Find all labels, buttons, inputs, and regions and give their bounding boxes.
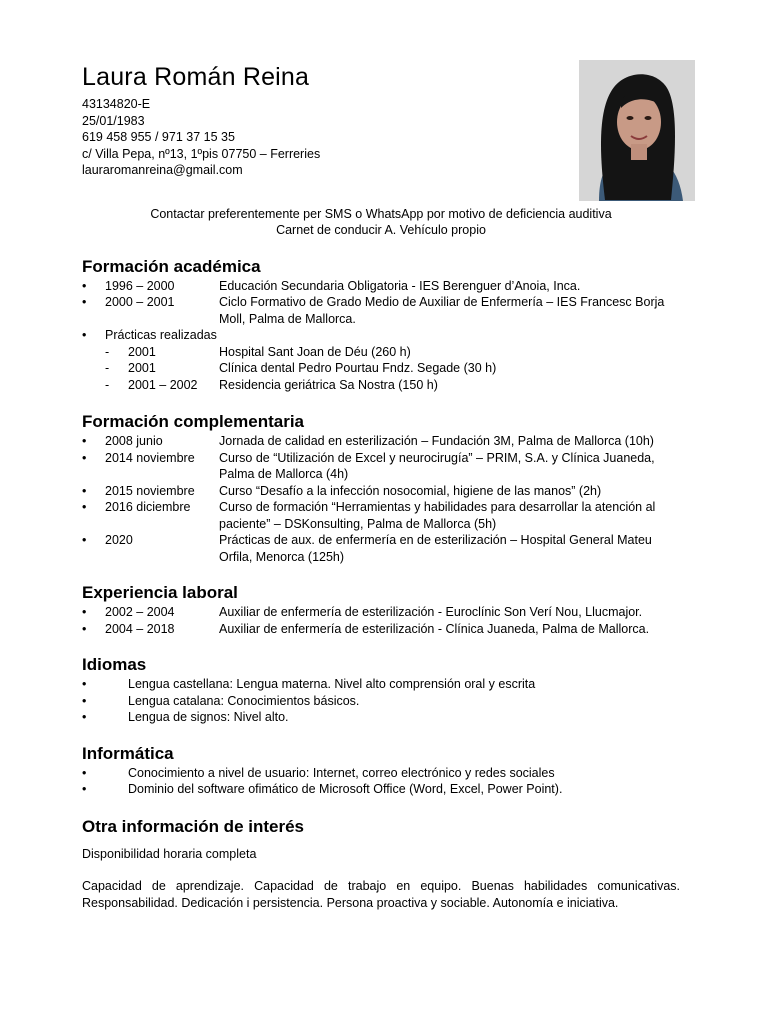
item-date: 2001 – 2002	[128, 377, 198, 392]
list-item	[82, 450, 680, 483]
bullet-icon: •	[82, 677, 87, 691]
section-other	[82, 816, 680, 913]
list-item	[82, 483, 680, 500]
item-description: Dominio del software ofimático de Microsoft Office (Word, Excel, Power Point).	[128, 782, 563, 796]
email: lauraromanreina@gmail.com	[82, 163, 243, 177]
bullet-icon: •	[82, 450, 87, 465]
dash-icon: -	[105, 377, 110, 392]
dash-icon: -	[105, 361, 110, 375]
dash-icon: -	[105, 344, 110, 359]
bullet-icon: •	[82, 483, 87, 498]
list-item	[82, 693, 680, 710]
section-title: Idiomas	[82, 655, 147, 674]
item-description: Curso de formación “Herramientas y habilidades para desarrollar la atención al paciente” – DSKonsulting, Palma de Mallorca (5h)	[219, 500, 656, 531]
sub-list-item	[82, 344, 680, 361]
list-item	[82, 327, 680, 344]
address: c/ Villa Pepa, nº13, 1ºpis 07750 – Ferreries	[82, 146, 321, 161]
item-description: Ciclo Formativo de Grado Medio de Auxiliar de Enfermería – IES Francesc Borja Moll, Palma de Mallorca.	[219, 295, 665, 326]
practices-label: Prácticas realizadas	[105, 328, 217, 342]
availability-text: Disponibilidad horaria completa	[82, 846, 257, 861]
item-description: Prácticas de aux. de enfermería en de esterilización – Hospital General Mateu Orfila, Menorca (125h)	[219, 533, 652, 564]
driving-license-note: Carnet de conducir A. Vehículo propio	[276, 223, 486, 237]
item-description: Educación Secundaria Obligatoria - IES Berenguer d’Anoia, Inca.	[219, 278, 581, 293]
section-title: Experiencia laboral	[82, 583, 238, 602]
section-title: Otra información de interés	[82, 816, 304, 836]
list-item	[82, 709, 680, 726]
list-item	[82, 499, 680, 532]
item-description: Curso de “Utilización de Excel y neurocirugía” – PRIM, S.A. y Clínica Juaneda, Palma de Mallorca (4h)	[219, 450, 655, 481]
contact-preference-note: Contactar preferentemente per SMS o WhatsApp por motivo de deficiencia auditiva	[150, 206, 612, 221]
item-date: 2000 – 2001	[105, 295, 175, 309]
item-description: Auxiliar de enfermería de esterilización - Euroclínic Son Verí Nou, Llucmajor.	[219, 605, 643, 619]
item-date: 2016 diciembre	[105, 500, 191, 514]
bullet-icon: •	[82, 295, 87, 309]
section-complementary	[82, 411, 680, 565]
candidate-name: Laura Román Reina	[82, 63, 310, 91]
list-item	[82, 278, 680, 295]
item-date: 2014 noviembre	[105, 450, 195, 465]
item-date: 2004 – 2018	[105, 621, 175, 636]
bullet-icon: •	[82, 621, 87, 636]
section-languages	[82, 654, 680, 726]
bullet-icon: •	[82, 693, 87, 708]
item-date: 2008 junio	[105, 434, 163, 448]
item-date: 2020	[105, 533, 133, 547]
item-description: Residencia geriátrica Sa Nostra (150 h)	[219, 377, 438, 392]
item-description: Lengua catalana: Conocimientos básicos.	[128, 693, 360, 708]
bullet-icon: •	[82, 328, 87, 342]
item-date: 2001	[128, 361, 156, 375]
item-description: Jornada de calidad en esterilización – Fundación 3M, Palma de Mallorca (10h)	[219, 434, 654, 448]
list-item	[82, 621, 680, 638]
section-title: Formación académica	[82, 256, 261, 276]
item-description: Hospital Sant Joan de Déu (260 h)	[219, 344, 411, 359]
item-date: 2001	[128, 344, 156, 359]
section-title: Informática	[82, 743, 174, 763]
item-description: Curso “Desafío a la infección nosocomial, higiene de las manos” (2h)	[219, 483, 602, 498]
item-description: Auxiliar de enfermería de esterilización - Clínica Juaneda, Palma de Mallorca.	[219, 621, 650, 636]
item-date: 1996 – 2000	[105, 278, 175, 293]
list-item	[82, 532, 680, 565]
bullet-icon: •	[82, 605, 87, 619]
list-item	[82, 604, 680, 621]
item-date: 2002 – 2004	[105, 605, 175, 619]
section-experience	[82, 582, 680, 637]
bullet-icon: •	[82, 765, 87, 780]
bullet-icon: •	[82, 500, 87, 514]
list-item	[82, 676, 680, 693]
list-item	[82, 433, 680, 450]
item-description: Conocimiento a nivel de usuario: Internet, correo electrónico y redes sociales	[128, 765, 555, 780]
list-item	[82, 765, 680, 782]
section-academic	[82, 256, 680, 394]
sub-list-item	[82, 377, 680, 394]
bullet-icon: •	[82, 278, 87, 293]
id-number: 43134820-E	[82, 97, 151, 111]
list-item	[82, 294, 680, 327]
phone-numbers: 619 458 955 / 971 37 15 35	[82, 130, 235, 144]
bullet-icon: •	[82, 710, 87, 724]
item-date: 2015 noviembre	[105, 483, 195, 498]
sub-list-item	[82, 360, 680, 377]
skills-text: Capacidad de aprendizaje. Capacidad de trabajo en equipo. Buenas habilidades comunicativas. Responsabilidad. Dedicación i persistencia. Persona proactiva y sociable. Autonomía e iniciativa.	[82, 879, 680, 910]
list-item	[82, 781, 680, 798]
section-title: Formación complementaria	[82, 412, 305, 431]
item-description: Lengua castellana: Lengua materna. Nivel alto comprensión oral y escrita	[128, 677, 536, 691]
contact-notes	[82, 206, 680, 239]
resume-page	[82, 60, 680, 912]
section-computing	[82, 743, 680, 798]
item-description: Clínica dental Pedro Pourtau Fndz. Segade (30 h)	[219, 361, 497, 375]
bullet-icon: •	[82, 533, 87, 547]
bullet-icon: •	[82, 434, 87, 448]
personal-info	[82, 60, 680, 179]
birth-date: 25/01/1983	[82, 113, 145, 128]
bullet-icon: •	[82, 782, 87, 796]
item-description: Lengua de signos: Nivel alto.	[128, 710, 289, 724]
